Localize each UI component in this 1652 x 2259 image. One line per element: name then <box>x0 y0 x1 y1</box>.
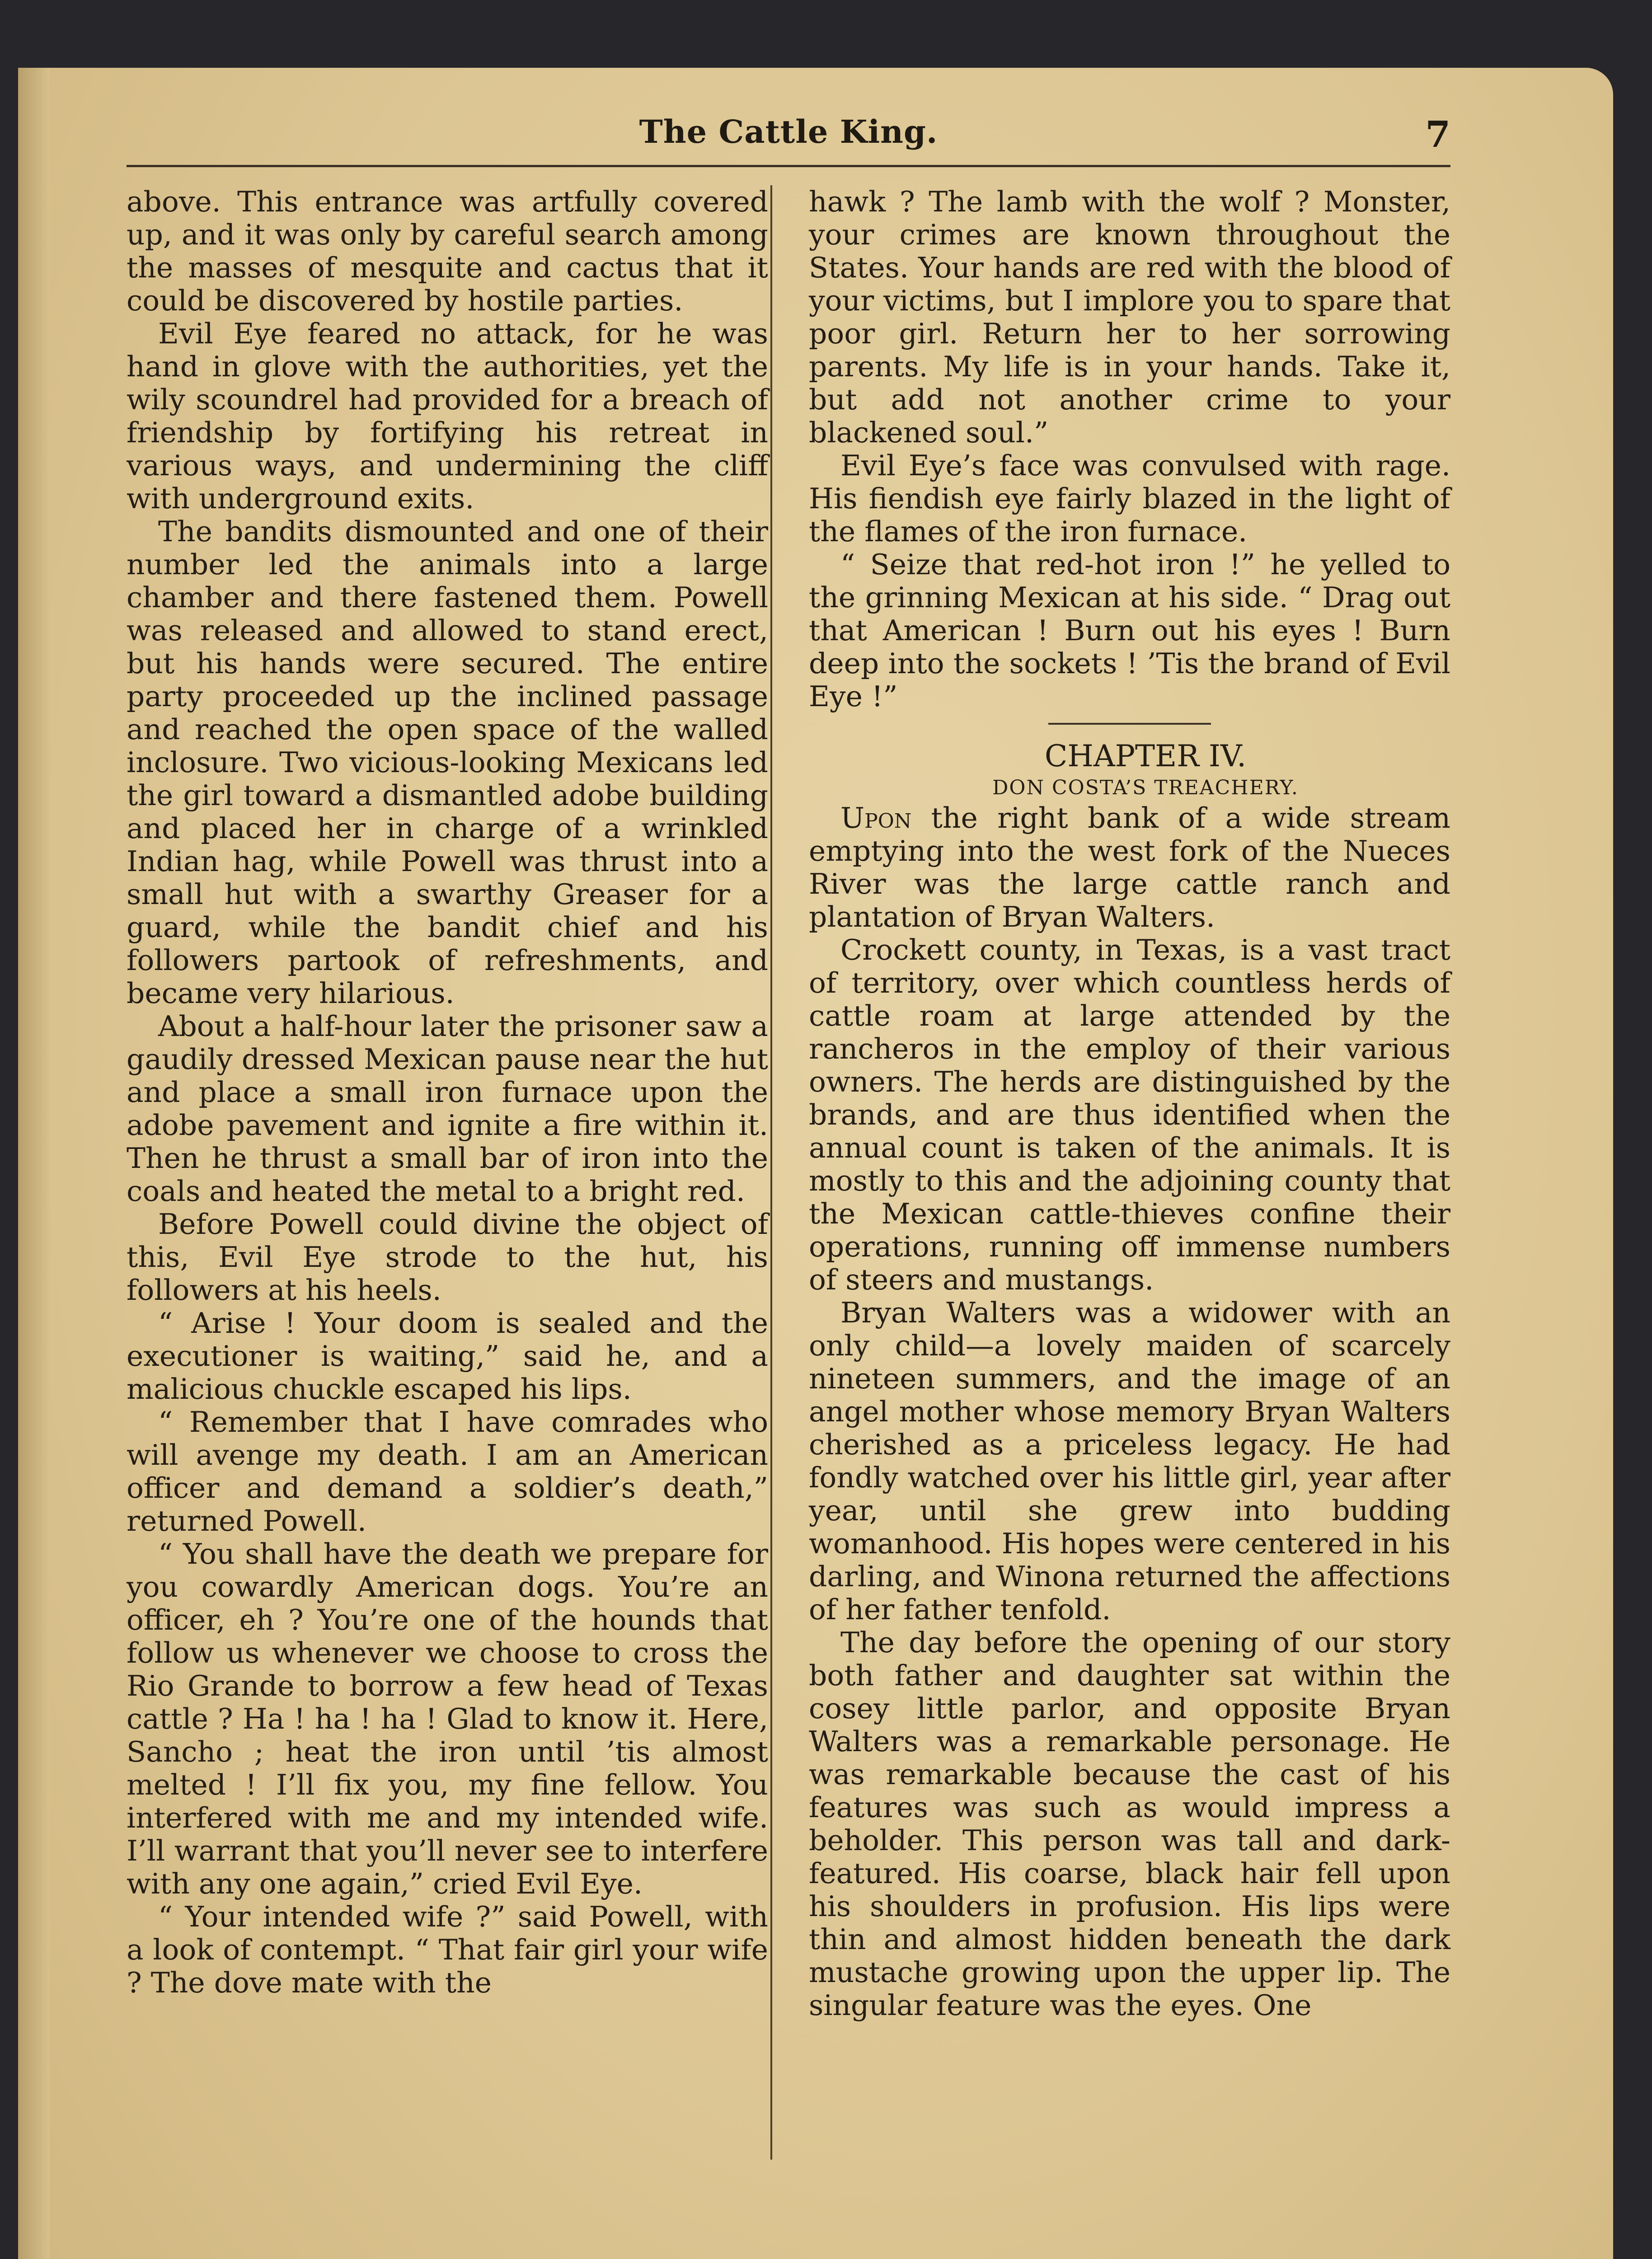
chapter-separator-rule <box>1048 723 1211 725</box>
paragraph: “ Your intended wife ?” said Powell, with a look of contempt. “ That fair girl your wife ? The dove mate with the <box>127 1900 768 1999</box>
paragraph: “ Remember that I have comrades who will avenge my death. I am an American officer and demand a soldier’s death,” returned Powell. <box>127 1406 768 1537</box>
page-header <box>127 113 1450 167</box>
paragraph: About a half-hour later the prisoner saw a gaudily dressed Mexican pause near the hut and place a small iron furnace upon the adobe pavement and ignite a fire within it. Then he thrust a small bar of iron into the coals and heated the metal to a bright red. <box>127 1010 768 1208</box>
running-title: The Cattle King. <box>639 113 938 150</box>
paragraph: “ You shall have the death we prepare for you cowardly American dogs. You’re an officer, eh ? You’re one of the hounds that follow us whenever we choose to cross the Rio Grande to borrow a few head of Texas cattle ? Ha ! ha ! ha ! Glad to know it. Here, Sancho ; heat the iron until ’tis almost melted ! I’ll fix you, my fine fellow. You interfered with me and my intended wife. I’ll warrant that you’ll never see to interfere with any one again,” cried Evil Eye. <box>127 1537 768 1900</box>
left-column <box>127 185 768 1999</box>
header-rule <box>127 165 1450 167</box>
paragraph: “ Seize that red-hot iron !” he yelled to the grinning Mexican at his side. “ Drag out that American ! Burn out his eyes ! Burn deep into the sockets ! ’Tis the brand of Evil Eye !” <box>809 548 1450 713</box>
chapter-first-rest: the right bank of a wide stream emptying into the west fork of the Nueces River was the large cattle ranch and plantation of Bryan Walters. <box>809 801 1450 933</box>
paragraph: Evil Eye feared no attack, for he was hand in glove with the authorities, yet the wily scoundrel had provided for a breach of friendship by fortifying his retreat in various ways, and undermining the cliff with underground exits. <box>127 317 768 515</box>
chapter-opening-paragraph <box>809 801 1450 933</box>
chapter-first-word: Upon <box>840 801 912 834</box>
chapter-subtitle: DON COSTA’S TREACHERY. <box>992 776 1299 799</box>
page-spine-edge <box>18 68 50 2259</box>
paragraph: Bryan Walters was a widower with an only child—a lovely maiden of scarcely nineteen summers, and the image of an angel mother whose memory Bryan Walters cherished as a priceless legacy. He had fondly watched over his little girl, year after year, until she grew into budding womanhood. His hopes were centered in his darling, and Winona returned the affections of her father tenfold. <box>809 1296 1450 1626</box>
paragraph: hawk ? The lamb with the wolf ? Monster, your crimes are known throughout the States. Your hands are red with the blood of your victims, but I implore you to spare that poor girl. Return her to her sorrowing parents. My life is in your hands. Take it, but add not another crime to your blackened soul.” <box>809 185 1450 449</box>
paragraph: “ Arise ! Your doom is sealed and the executioner is waiting,” said he, and a malicious chuckle escaped his lips. <box>127 1307 768 1406</box>
column-divider <box>770 185 772 2160</box>
paragraph: The bandits dismounted and one of their number led the animals into a large chamber and there fastened them. Powell was released and allowed to stand erect, but his hands were secured. The entire party proceeded up the inclined passage and reached the open space of the walled inclosure. Two vicious-looking Mexicans led the girl toward a dismantled adobe building and placed her in charge of a wrinkled Indian hag, while Powell was thrust into a small hut with a swarthy Greaser for a guard, while the bandit chief and his followers partook of refreshments, and became very hilarious. <box>127 515 768 1010</box>
paragraph: The day before the opening of our story both father and daughter sat within the cosey little parlor, and opposite Bryan Walters was a remarkable personage. He was remarkable because the cast of his features was such as would impress a beholder. This person was tall and dark-featured. His coarse, black hair fell upon his shoulders in profusion. His lips were thin and almost hidden beneath the dark mustache growing upon the upper lip. The singular feature was the eyes. One <box>809 1626 1450 2022</box>
paragraph: Before Powell could divine the object of this, Evil Eye strode to the hut, his followers at his heels. <box>127 1208 768 1307</box>
right-column <box>809 185 1450 2022</box>
paragraph: above. This entrance was artfully covered up, and it was only by careful search among the masses of mesquite and cactus that it could be discovered by hostile parties. <box>127 185 768 317</box>
paragraph: Evil Eye’s face was convulsed with rage. His fiendish eye fairly blazed in the light of the flames of the iron furnace. <box>809 449 1450 548</box>
paragraph: Crockett county, in Texas, is a vast tract of territory, over which countless herds of cattle roam at large attended by the rancheros in the employ of their various owners. The herds are distinguished by the brands, and are thus identified when the annual count is taken of the animals. It is mostly to this and the adjoining county that the Mexican cattle-thieves confine their operations, running off immense numbers of steers and mustangs. <box>809 933 1450 1296</box>
chapter-heading: CHAPTER IV. <box>1044 739 1247 773</box>
page-number: 7 <box>1425 113 1450 155</box>
